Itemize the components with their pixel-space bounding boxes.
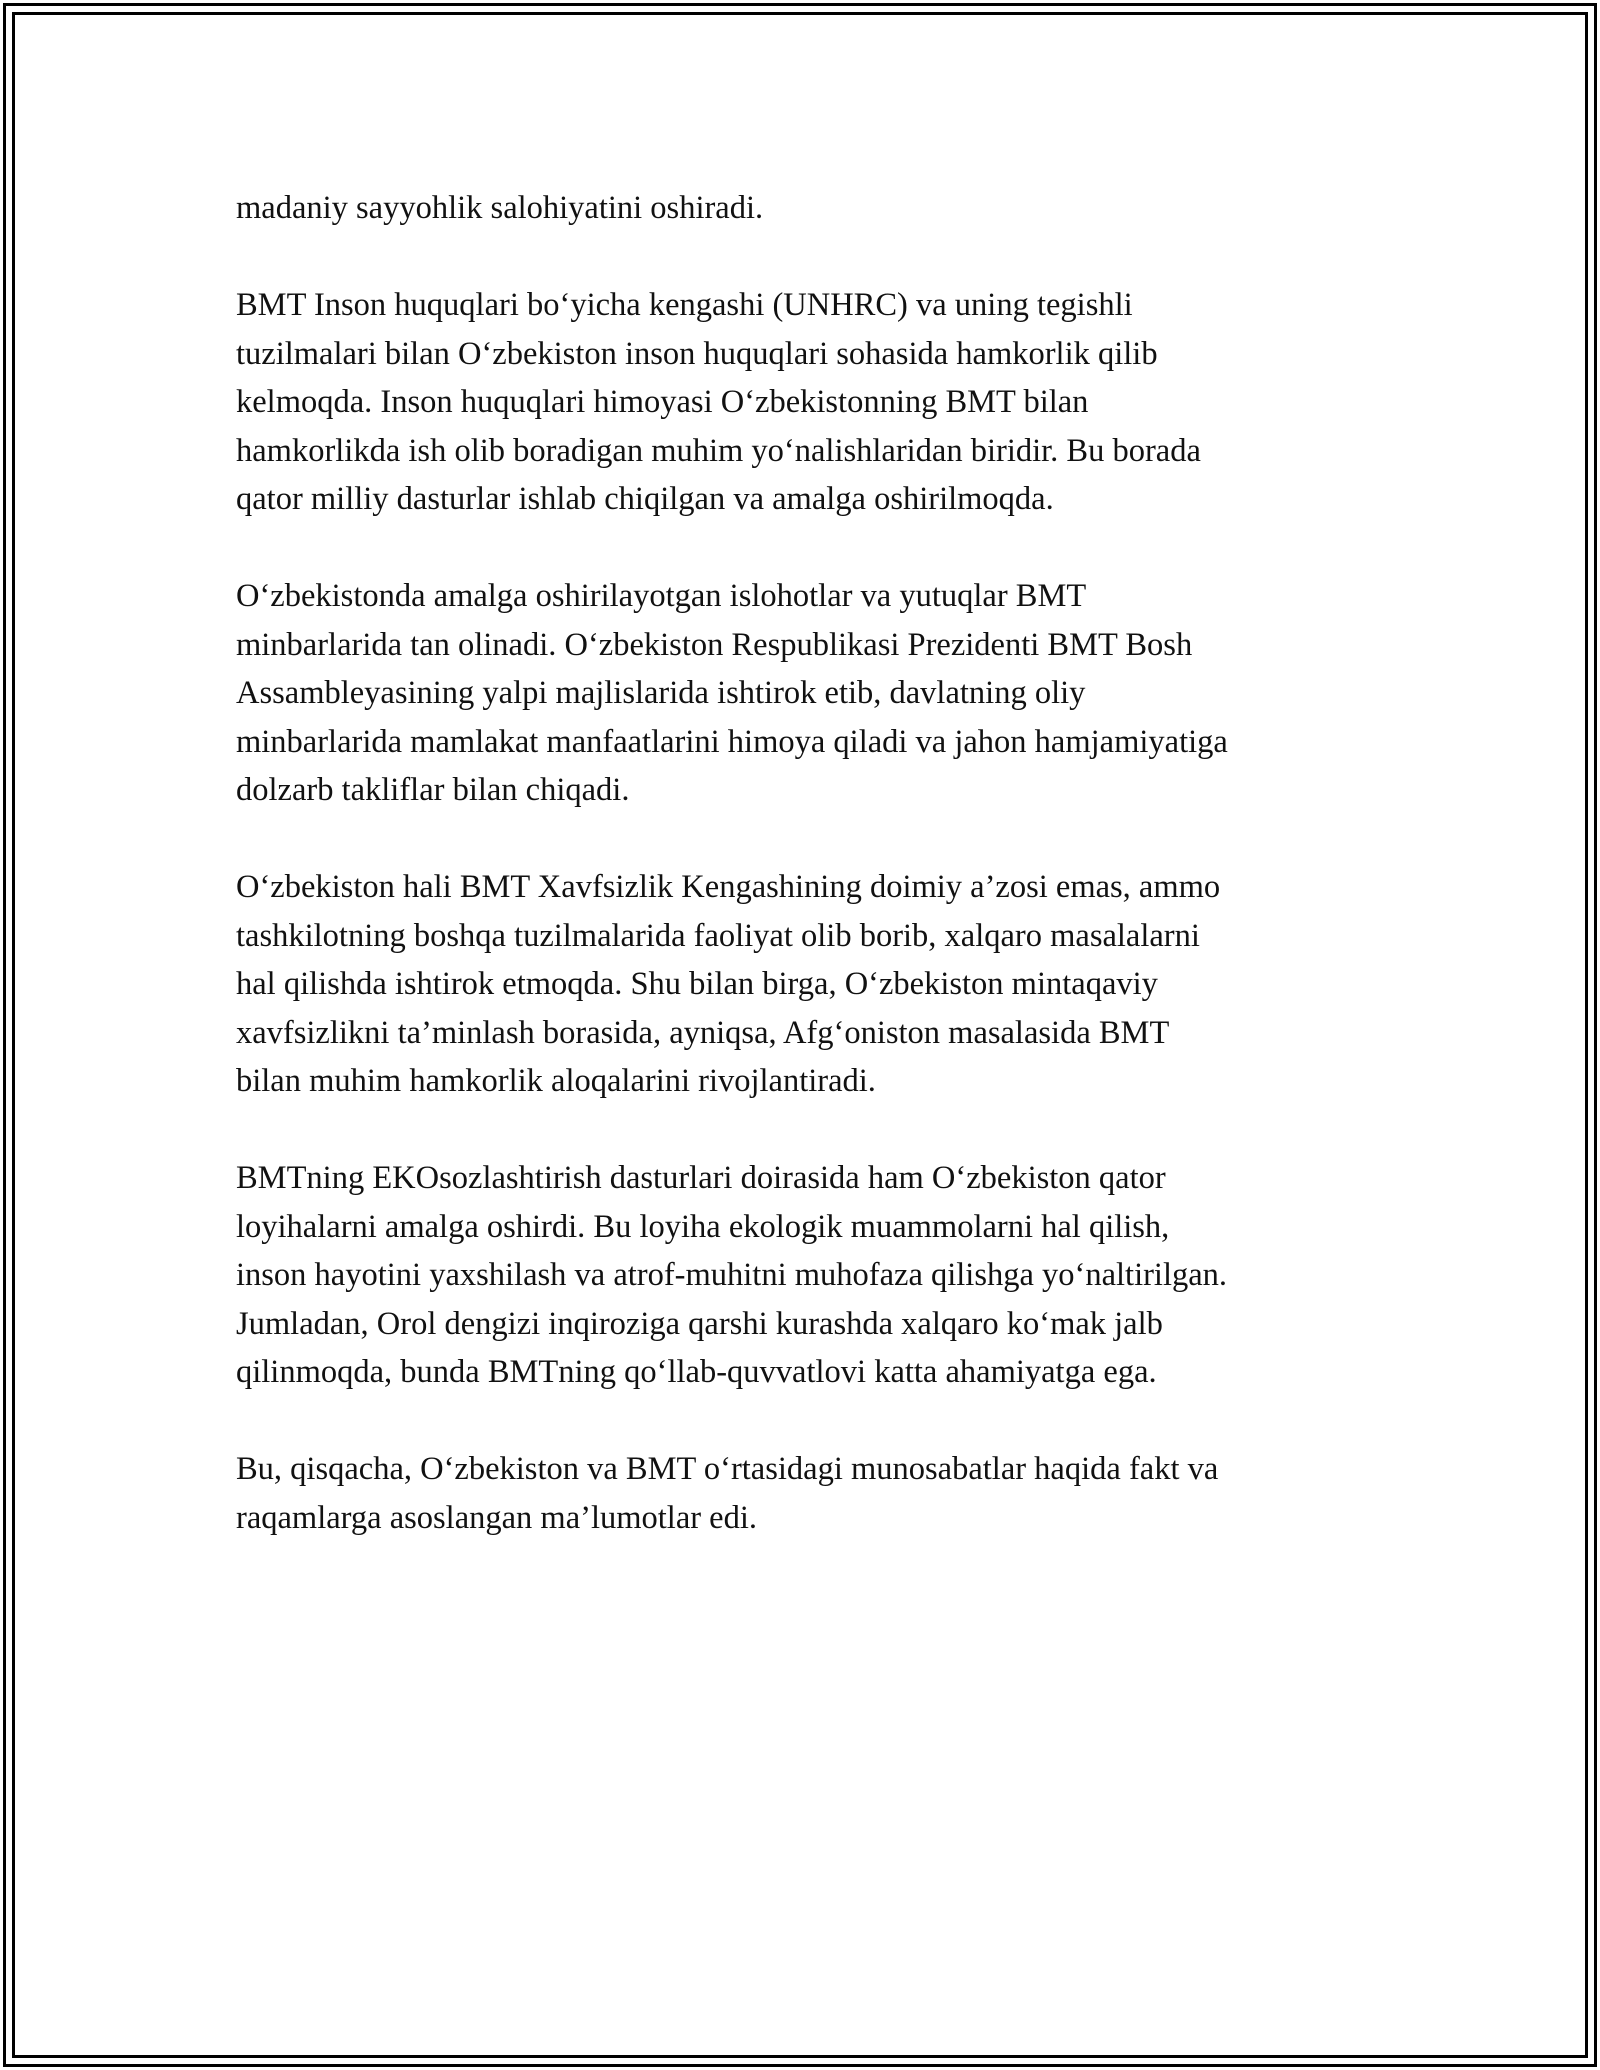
paragraph-ecology: BMTning EKOsozlashtirish dasturlari doirasida ham O‘zbekiston qator loyihalarni amalga oshirdi. Bu loyiha ekologik muammolarni hal qilish, inson hayotini yaxshilash va atrof-muhitni muhofaza qilishga yo‘naltirilgan. Jumladan, Orol dengizi inqiroziga qarshi kurashda xalqaro ko‘mak jalb qilinmoqda, bunda BMTning qo‘llab-quvvatlovi katta ahamiyatga ega.	[236, 1160, 1228, 1390]
paragraph-reforms: O‘zbekistonda amalga oshirilayotgan islohotlar va yutuqlar BMT minbarlarida tan olinadi. O‘zbekiston Respublikasi Prezidenti BMT Bosh Assambleyasining yalpi majlislarida ishtirok etib, davlatning oliy minbarlarida mamlakat manfaatlarini himoya qiladi va jahon hamjamiyatiga dolzarb takliflar bilan chiqadi.	[236, 578, 1228, 808]
paragraph-continuation: madaniy sayyohlik salohiyatini oshiradi.	[236, 190, 764, 226]
paragraph-security: O‘zbekiston hali BMT Xavfsizlik Kengashining doimiy a’zosi emas, ammo tashkilotning boshqa tuzilmalarida faoliyat olib borib, xalqaro masalalarni hal qilishda ishtirok etmoqda. Shu bilan birga, O‘zbekiston mintaqaviy xavfsizlikni ta’minlash borasida, ayniqsa, Afg‘oniston masalasida BMT bilan muhim hamkorlik aloqalarini rivojlantiradi.	[236, 869, 1221, 1099]
paragraph-summary: Bu, qisqacha, O‘zbekiston va BMT o‘rtasidagi munosabatlar haqida fakt va raqamlarga asoslangan ma’lumotlar edi.	[236, 1451, 1219, 1536]
document-body	[236, 184, 1366, 1591]
paragraph-human-rights: BMT Inson huquqlari bo‘yicha kengashi (UNHRC) va uning tegishli tuzilmalari bilan O‘zbekiston inson huquqlari sohasida hamkorlik qilib kelmoqda. Inson huquqlari himoyasi O‘zbekistonning BMT bilan hamkorlikda ish olib boradigan muhim yo‘nalishlaridan biridir. Bu borada qator milliy dasturlar ishlab chiqilgan va amalga oshirilmoqda.	[236, 287, 1201, 517]
